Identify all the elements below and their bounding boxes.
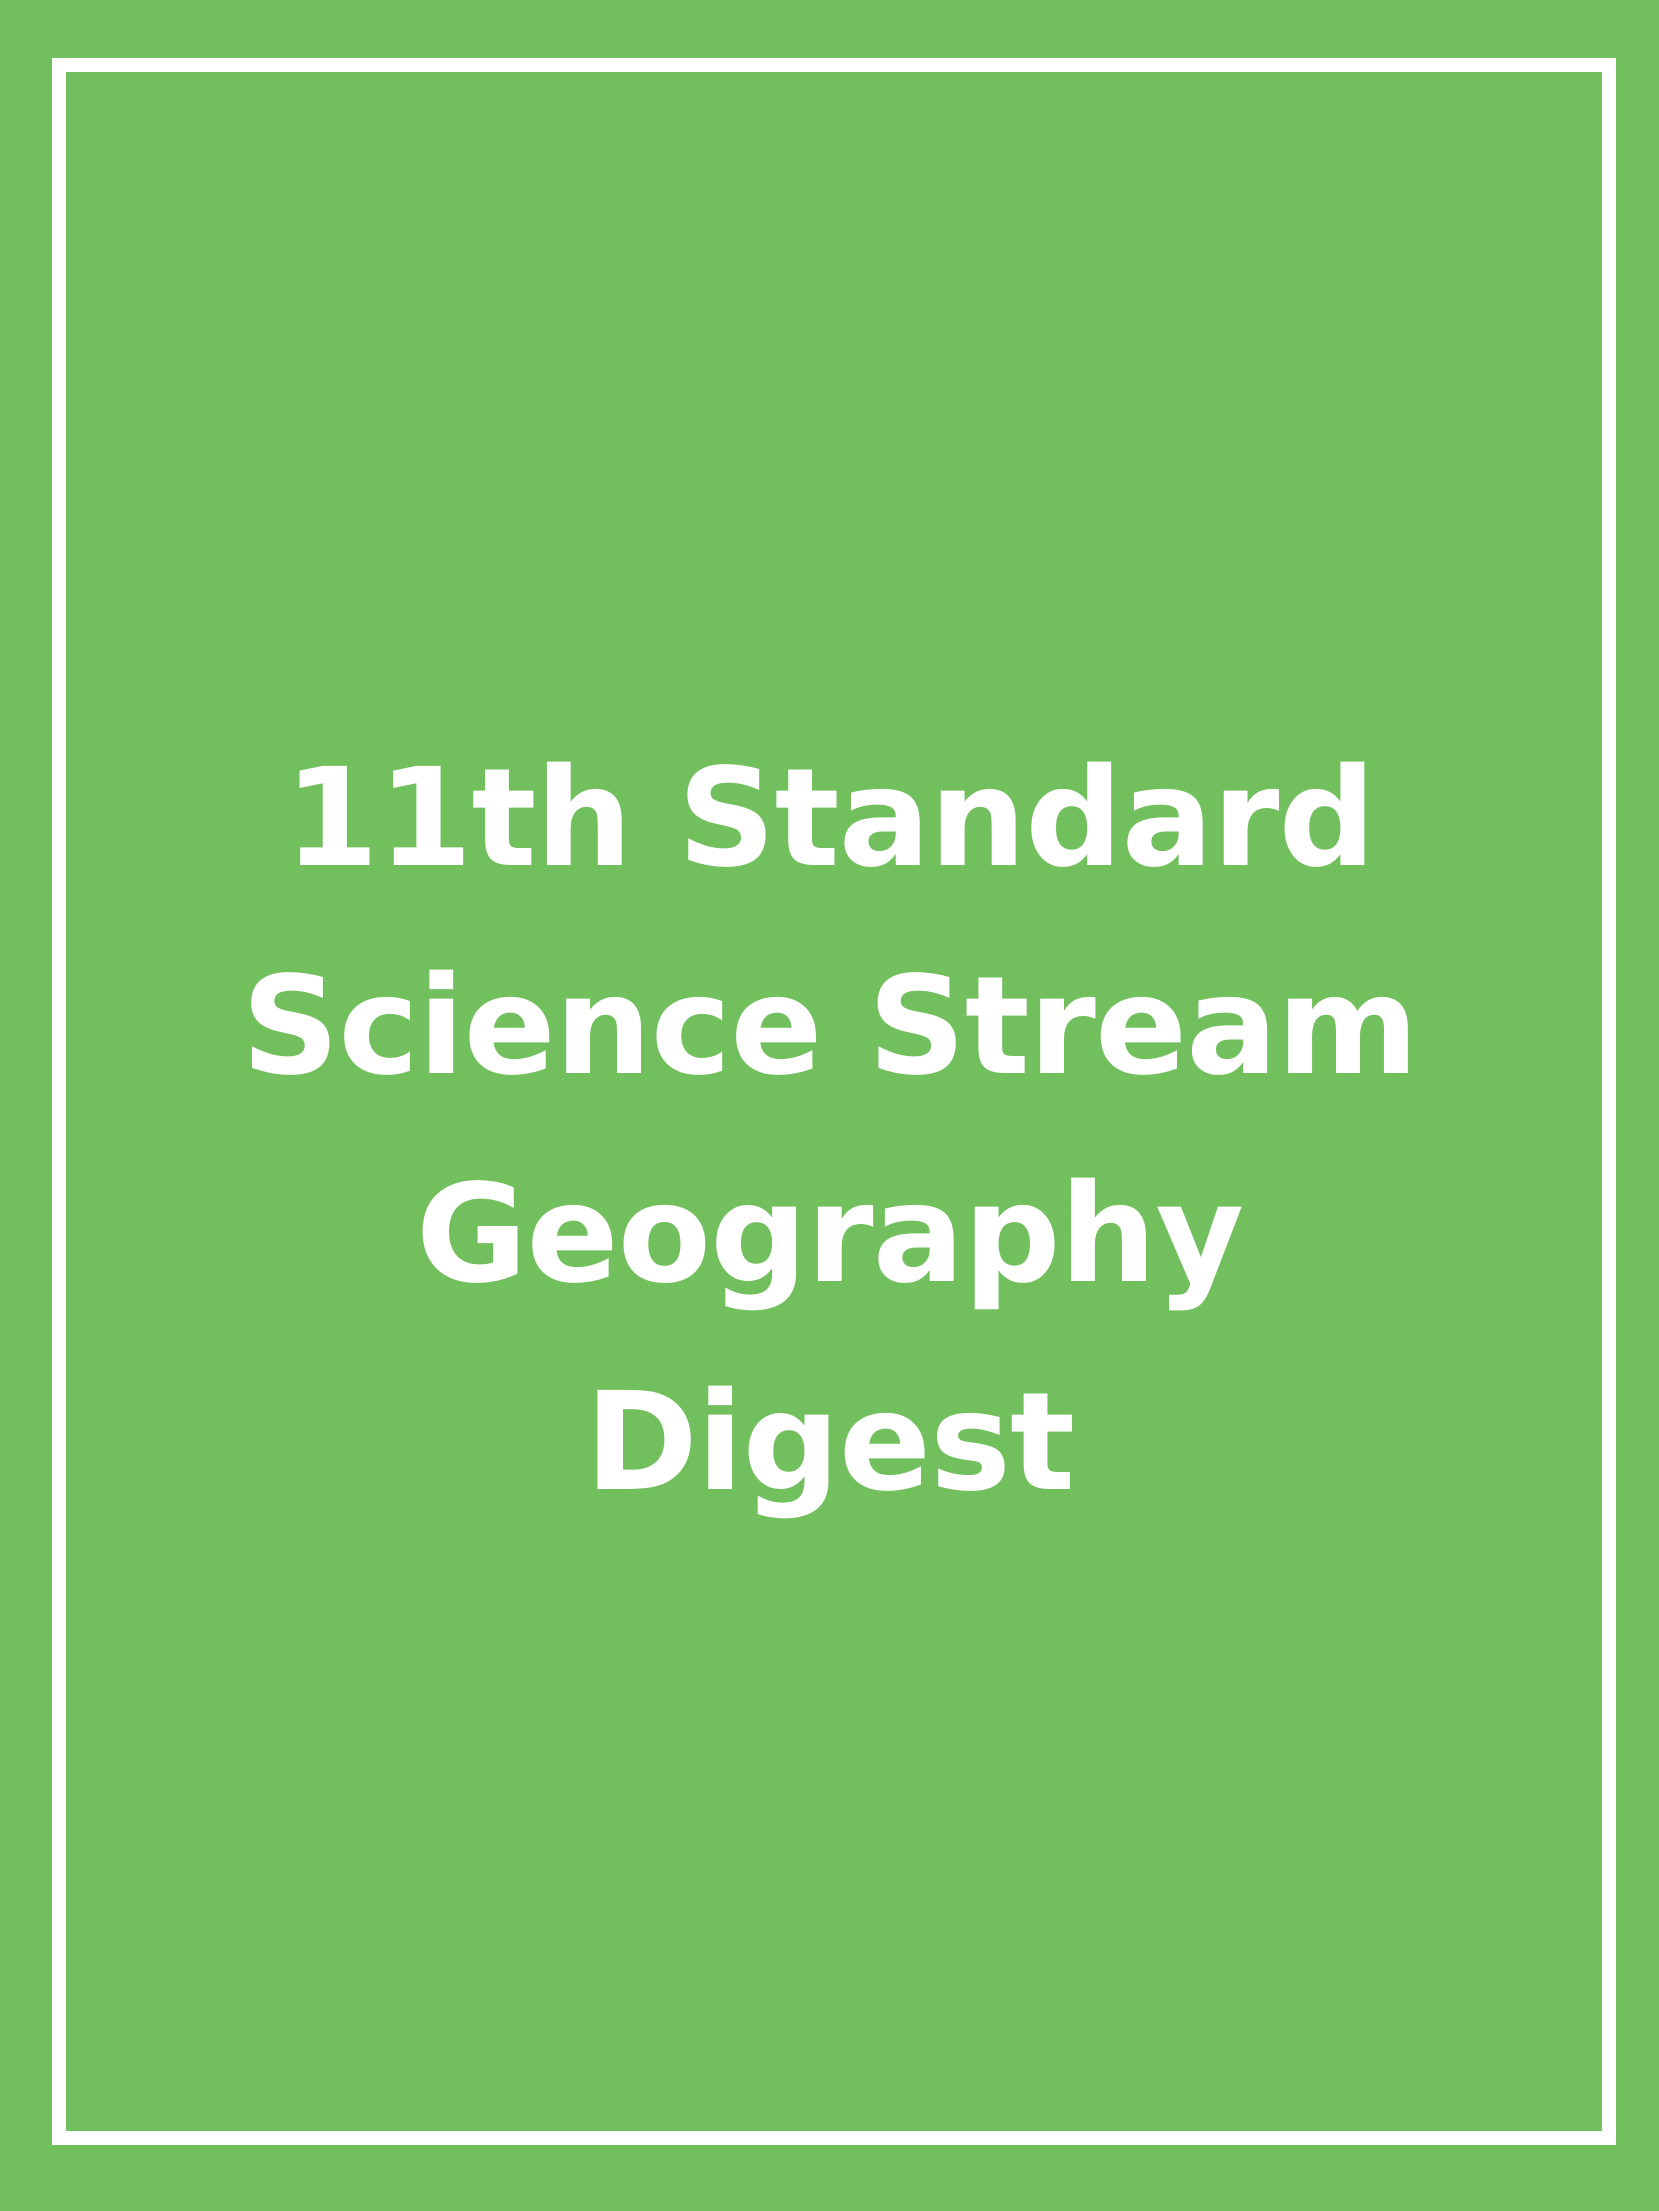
- cover-title: [0, 715, 1659, 1547]
- title-line-standard: 11th Standard: [284, 740, 1375, 898]
- title-line-digest: Digest: [584, 1364, 1075, 1522]
- title-line-subject: Geography: [415, 1156, 1244, 1314]
- title-line-stream: Science Stream: [241, 948, 1418, 1106]
